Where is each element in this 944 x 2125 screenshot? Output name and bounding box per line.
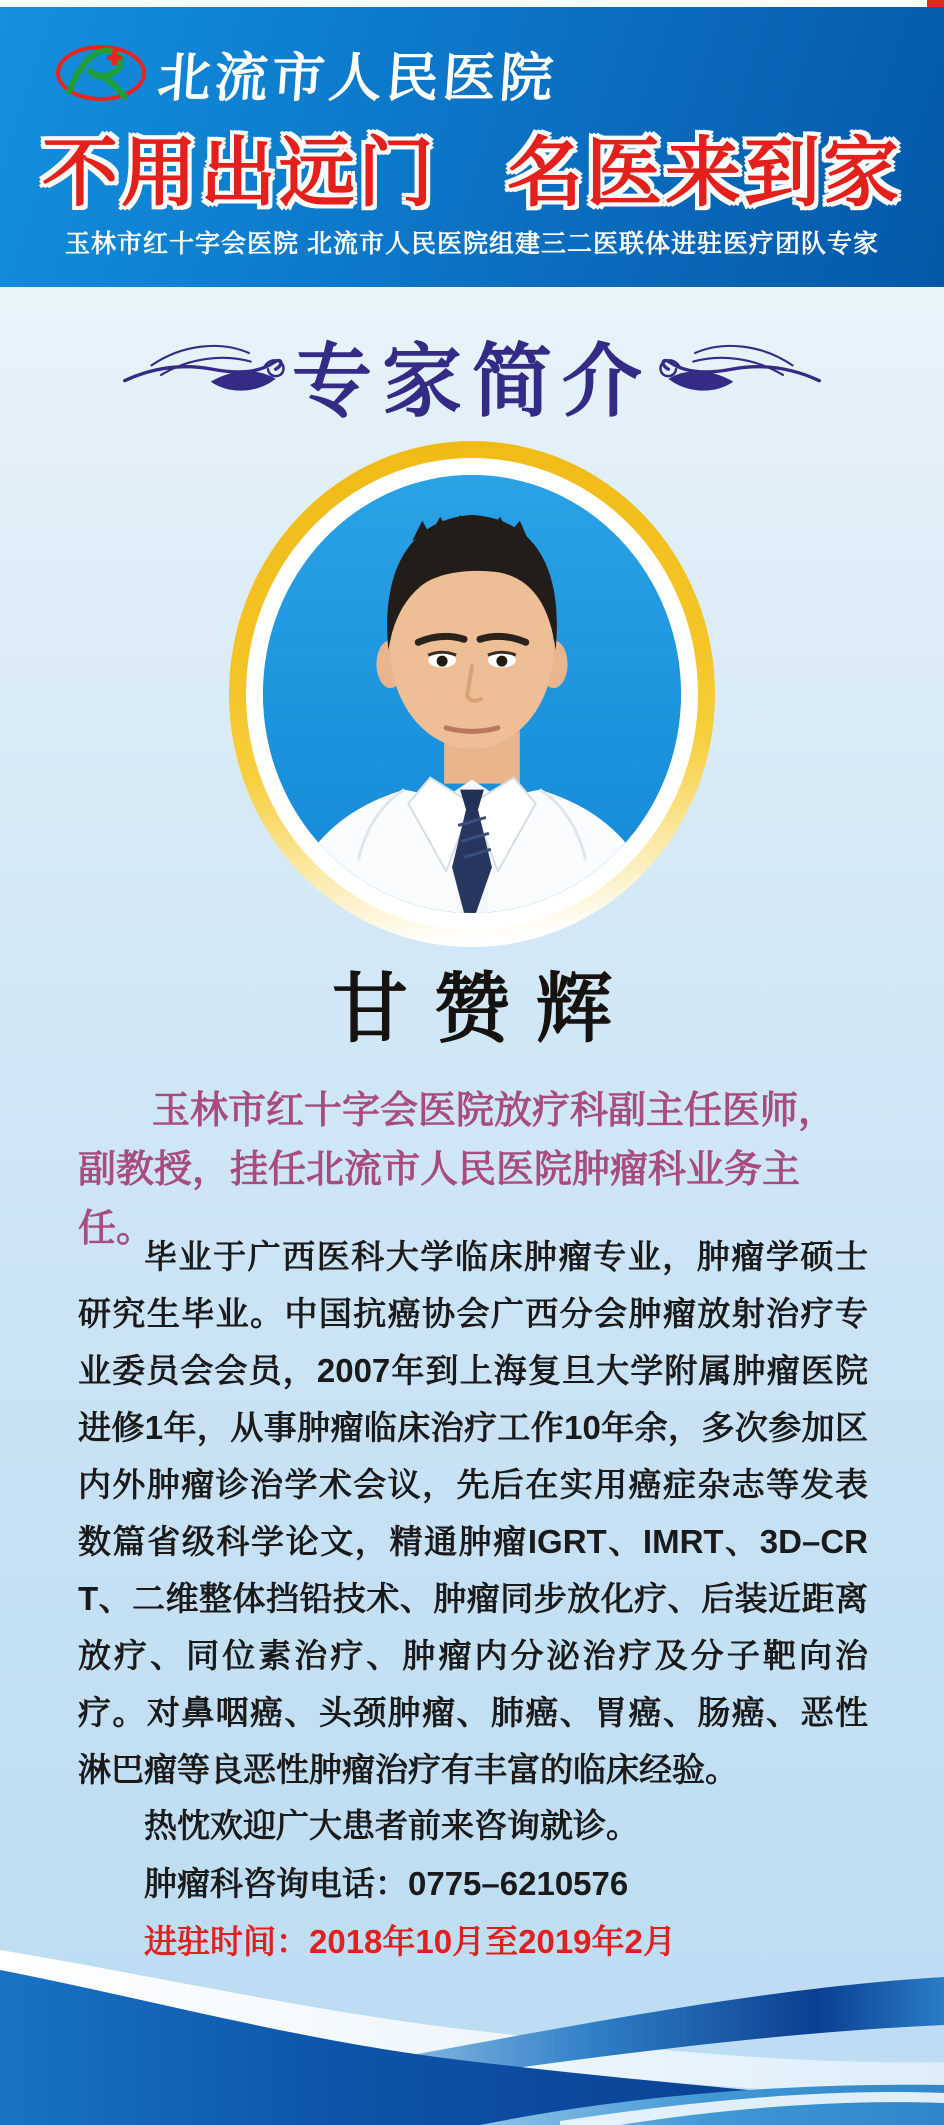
highlight-line-2: 副教授，挂任北流市人民医院肿瘤科业务主任。 — [78, 1149, 801, 1250]
bottom-wave-decoration — [0, 1925, 944, 2125]
hospital-logo-icon — [55, 40, 147, 102]
phone-line: 肿瘤科咨询电话：0775–6210576 — [144, 1865, 629, 1902]
top-edge-strip — [0, 0, 944, 7]
header-banner — [0, 0, 944, 287]
slogan-right: 名医来到家 — [507, 128, 902, 217]
hospital-name: 北流市人民医院 — [155, 47, 559, 109]
bio-paragraph: 毕业于广西医科大学临床肿瘤专业，肿瘤学硕士研究生毕业。中国抗癌协会广西分会肿瘤放射治疗专业委员会会员，2007年到上海复旦大学附属肿瘤医院进修1年，从事肿瘤临床治疗工作10年余，多次参加区内外肿瘤诊治学术会议，先后在实用癌症杂志等发表数篇省级科学论文，精通肿瘤IGRT、IMRT、3D–CRT、二维整体挡铅技术、肿瘤同步放化疗、后装近距离放疗、同位素治疗、肿瘤内分泌治疗及分子靶向治疗。对鼻咽癌、头颈肿瘤、肺癌、胃癌、肠癌、恶性淋巴瘤等良恶性肿瘤治疗有丰富的临床经验。 — [78, 1238, 868, 1788]
corner-mark — [927, 0, 944, 7]
slogan-left: 不用出远门 — [42, 128, 437, 217]
slogan — [0, 112, 944, 221]
photo-gold-ring — [229, 441, 715, 947]
highlight-line-1: 玉林市红十字会医院放疗科副主任医师， — [152, 1090, 837, 1132]
header-subtitle: 玉林市红十字会医院 北流市人民医院组建三二医联体进驻医疗团队专家 — [65, 230, 879, 258]
doctor-name: 甘赞辉 — [332, 964, 638, 1053]
section-title-row — [0, 322, 944, 426]
flourish-right-icon — [656, 331, 824, 417]
doctor-portrait — [263, 475, 681, 913]
welcome-line: 热忱欢迎广大患者前来咨询就诊。 — [144, 1807, 639, 1844]
flourish-left-icon — [120, 331, 288, 417]
section-title: 专家简介 — [292, 333, 652, 428]
schedule-line: 进驻时间：2018年10月至2019年2月 — [144, 1923, 676, 1960]
